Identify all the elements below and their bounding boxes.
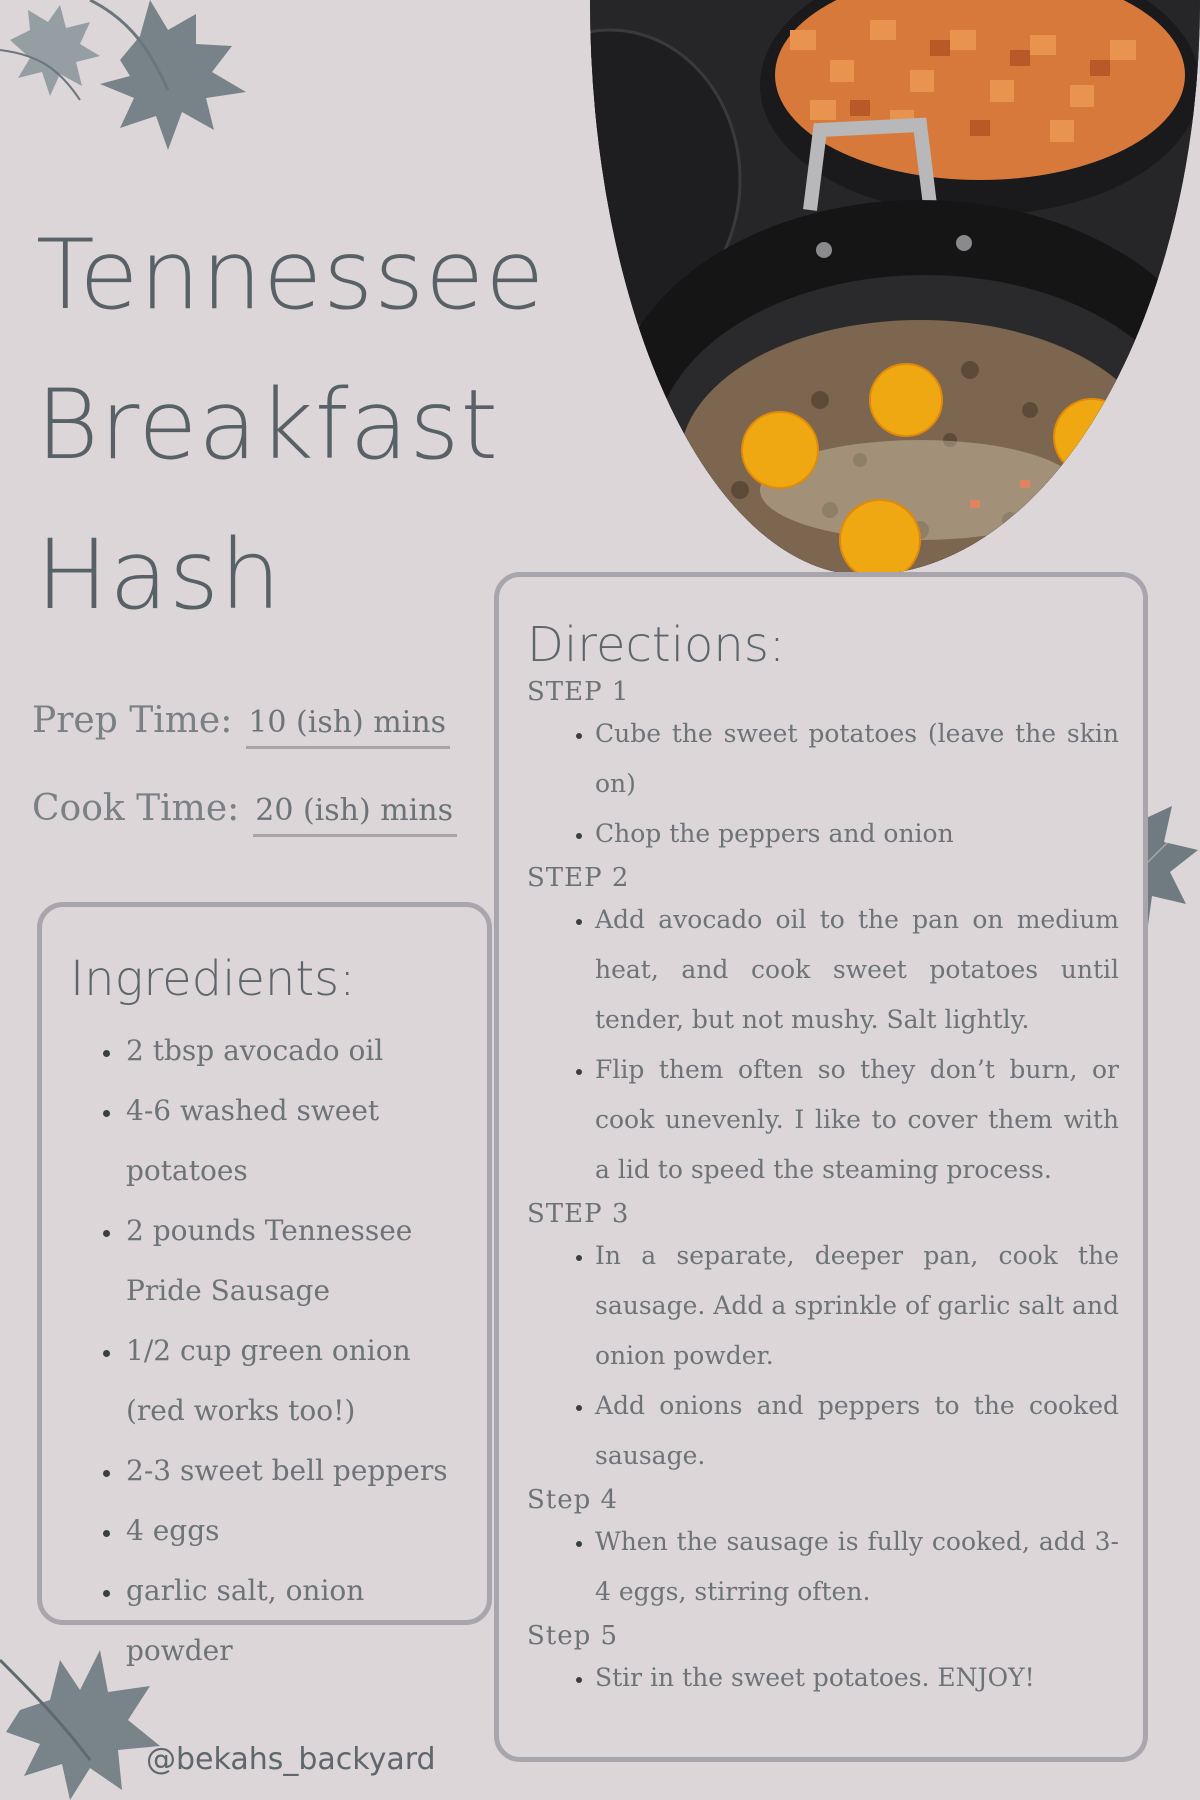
recipe-title-line-3: Hash	[36, 519, 282, 631]
step-item: • Flip them often so they don’t burn, or cook unevenly. I like to cover them with a lid to speed the steaming process.	[595, 1045, 1123, 1195]
step-list	[527, 1517, 1123, 1617]
step-item: • Add avocado oil to the pan on medium heat, and cook sweet potatoes until tender, but not mushy. Salt lightly.	[595, 895, 1123, 1045]
ingredient-item: • 1/2 cup green onion (red works too!)	[124, 1321, 467, 1441]
ingredient-item: • 4-6 washed sweet potatoes	[124, 1081, 467, 1201]
prep-time-value: 10 (ish) mins	[246, 705, 450, 749]
recipe-photo	[590, 0, 1200, 575]
ingredient-item: • garlic salt, onion powder	[124, 1561, 467, 1681]
ingredient-item: • 2 tbsp avocado oil	[124, 1021, 467, 1081]
step-label: Step 5	[527, 1621, 619, 1651]
cook-time-label: Cook Time:	[32, 788, 240, 829]
recipe-title-line-1: Tennessee	[36, 219, 546, 331]
social-handle: @bekahs_backyard	[146, 1742, 436, 1777]
recipe-title	[36, 200, 556, 650]
maple-leaf-top-left-icon	[0, 0, 280, 170]
step-label: STEP 3	[527, 1199, 630, 1229]
step-item: • Stir in the sweet potatoes. ENJOY!	[595, 1653, 1123, 1703]
directions-card	[494, 572, 1148, 1762]
recipe-photo-illustration	[590, 0, 1200, 575]
ingredient-item: • 2-3 sweet bell peppers	[124, 1441, 467, 1501]
directions-heading: Directions:	[527, 617, 786, 673]
step-label: STEP 1	[527, 677, 630, 707]
step-list	[527, 1231, 1123, 1481]
recipe-title-line-2: Breakfast	[36, 369, 499, 481]
step-label: STEP 2	[527, 863, 630, 893]
prep-time-label: Prep Time:	[32, 700, 233, 741]
step-list	[527, 709, 1123, 859]
prep-time-row	[32, 700, 450, 749]
step-list	[527, 895, 1123, 1195]
step-item: • Cube the sweet potatoes (leave the skin on)	[595, 709, 1123, 809]
step-item: • Add onions and peppers to the cooked sausage.	[595, 1381, 1123, 1481]
cook-time-value: 20 (ish) mins	[253, 793, 457, 837]
cook-time-row	[32, 788, 457, 837]
ingredients-card	[37, 902, 492, 1667]
step-item: • When the sausage is fully cooked, add 3-4 eggs, stirring often.	[595, 1517, 1123, 1617]
step-item: • In a separate, deeper pan, cook the sausage. Add a sprinkle of garlic salt and onion powder.	[595, 1231, 1123, 1381]
ingredient-item: • 2 pounds Tennessee Pride Sausage	[124, 1201, 467, 1321]
step-label: Step 4	[527, 1485, 619, 1515]
ingredient-item: • 4 eggs	[124, 1501, 467, 1561]
step-list	[527, 1653, 1123, 1703]
ingredients-heading: Ingredients:	[70, 951, 356, 1007]
step-item: • Chop the peppers and onion	[595, 809, 1123, 859]
ingredients-list	[70, 1021, 467, 1681]
